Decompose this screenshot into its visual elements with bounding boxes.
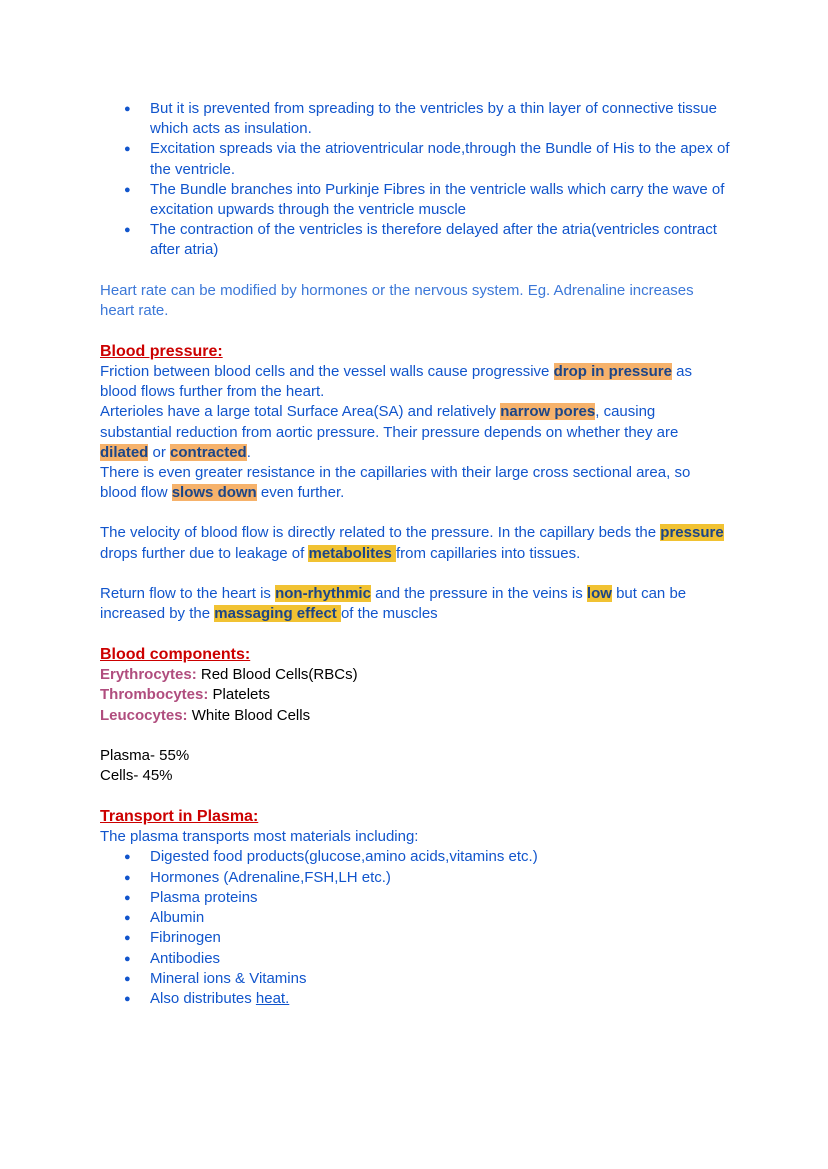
list-item: ● The contraction of the ventricles is therefore delayed after the atria(ventricles contract after atria) (100, 220, 730, 260)
component-def: White Blood Cells (187, 706, 311, 724)
list-item: ● Digested food products(glucose,amino acids,vitamins etc.) (100, 847, 730, 867)
highlight: low (586, 584, 612, 602)
highlight: pressure (660, 524, 724, 542)
component-term: Thrombocytes: (100, 686, 209, 704)
text: even further. (256, 484, 345, 502)
list-item: ● Hormones (Adrenaline,FSH,LH etc.) (100, 868, 730, 888)
heart-rate-paragraph: Heart rate can be modified by hormones or the nervous system. Eg. Adrenaline increases heart rate. (100, 281, 694, 319)
plasma-percentage: Plasma- 55% (100, 746, 190, 764)
list-item: ● Excitation spreads via the atrioventricular node,through the Bundle of His to the apex of the ventricle. (100, 139, 730, 179)
text: as blood flows further from the heart. (100, 363, 692, 401)
document-content (100, 99, 730, 1009)
highlight: non-rhythmic (275, 584, 371, 602)
list-item: ● Mineral ions & Vitamins (100, 969, 730, 989)
text: and the pressure in the veins is (370, 584, 587, 602)
heat-link[interactable]: heat. (255, 989, 290, 1007)
text: Return flow to the heart is (100, 584, 276, 602)
highlight: narrow pores (500, 403, 596, 421)
highlight: contracted (170, 443, 247, 461)
text: , causing substantial reduction from aortic pressure. Their pressure depends on whether they are (100, 403, 679, 441)
highlight: drop in pressure (553, 363, 672, 381)
list-item: ● But it is prevented from spreading to the ventricles by a thin layer of connective tissue which acts as insulation. (100, 99, 730, 139)
list-item: ● Plasma proteins (100, 888, 730, 908)
text: but can be increased by the (100, 584, 687, 623)
list-item (100, 989, 730, 1009)
text: The velocity of blood flow is directly related to the pressure. In the capillary beds the (100, 524, 661, 542)
text: drops further due to leakage of (100, 544, 309, 562)
highlight: dilated (100, 443, 149, 461)
blood-pressure-paragraph-5 (100, 584, 730, 624)
text: from capillaries into tissues. (396, 544, 581, 562)
highlight: slows down (171, 484, 257, 502)
text: Also distributes (150, 989, 256, 1007)
transport-heading: Transport in Plasma: (100, 808, 259, 826)
blood-components-heading: Blood components: (100, 646, 251, 664)
cells-percentage: Cells- 45% (100, 767, 173, 785)
component-def: Platelets (208, 686, 271, 704)
list-item: ● Albumin (100, 908, 730, 928)
text: Friction between blood cells and the vessel walls cause progressive (100, 363, 554, 381)
component-item (100, 665, 730, 685)
highlight: metabolites (308, 544, 397, 562)
text: Arterioles have a large total Surface Area(SA) and relatively (100, 403, 501, 421)
transport-list (100, 847, 730, 1009)
blood-pressure-paragraph-3 (100, 463, 730, 503)
text: There is even greater resistance in the capillaries with their large cross sectional area, so blood flow (100, 464, 691, 502)
text: of the muscles (340, 605, 438, 623)
component-term: Leucocytes: (100, 706, 188, 724)
component-term: Erythrocytes: (100, 666, 197, 684)
intro-bullet-list (100, 99, 730, 261)
transport-intro: The plasma transports most materials including: (100, 828, 419, 846)
highlight: massaging effect (214, 605, 341, 623)
list-item: ● Antibodies (100, 949, 730, 969)
list-item: ● Fibrinogen (100, 928, 730, 948)
blood-pressure-heading: Blood pressure: (100, 343, 223, 361)
text: or (148, 443, 171, 461)
blood-pressure-paragraph-4 (100, 523, 730, 563)
blood-pressure-paragraph-1 (100, 362, 730, 402)
text: . (246, 443, 251, 461)
component-item (100, 685, 730, 705)
blood-pressure-paragraph-2 (100, 402, 730, 463)
list-item: ● The Bundle branches into Purkinje Fibres in the ventricle walls which carry the wave of excitation upwards through the ventricle muscle (100, 180, 730, 220)
component-item (100, 706, 730, 726)
component-def: Red Blood Cells(RBCs) (196, 666, 358, 684)
